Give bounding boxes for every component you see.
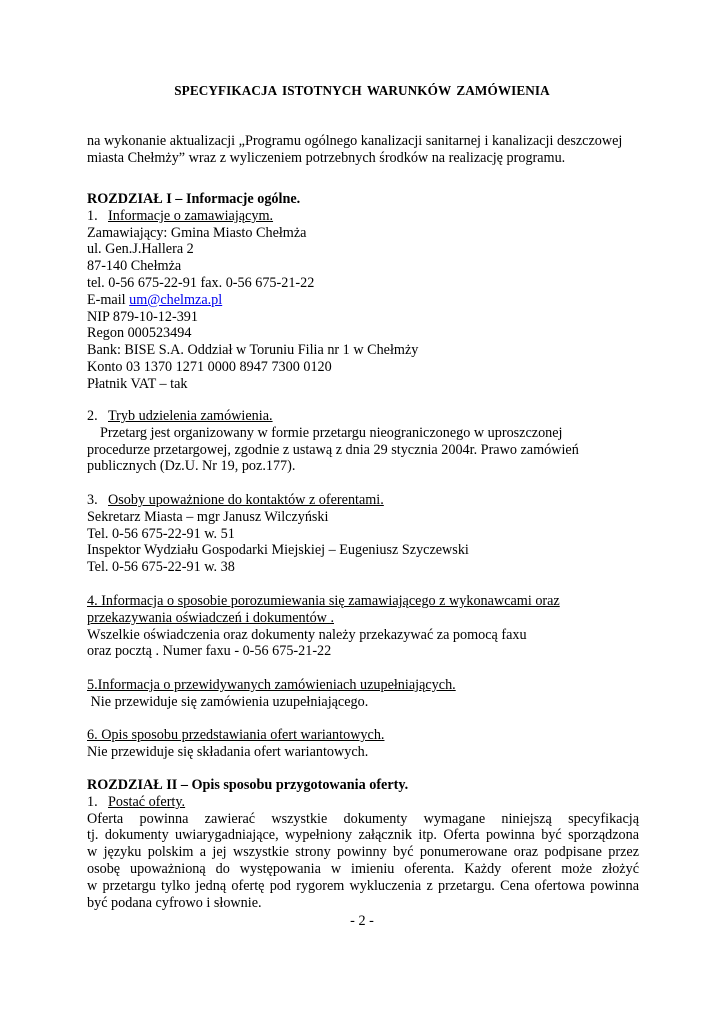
document-title: SPECYFIKACJA ISTOTNYCH WARUNKÓW ZAMÓWIENIA: [174, 83, 550, 98]
section-6-heading: 6. Opis sposobu przedstawiania ofert wariantowych.: [87, 727, 385, 743]
paragraph-line: w przetargu tylko jedną ofertę pod rygorem wykluczenia z przetargu. Cena ofertowa powinna: [87, 877, 639, 894]
section-5-heading: 5.Informacja o przewidywanych zamówieniach uzupełniających.: [87, 677, 456, 693]
paragraph-line: procedurze przetargowej, zgodnie z ustawą z dnia 29 stycznia 2004r. Prawo zamówień: [87, 441, 579, 458]
paragraph-line: Przetarg jest organizowany w formie przetargu nieograniczonego w uproszczonej: [100, 424, 563, 441]
paragraph-line: Oferta powinna zawierać wszystkie dokumenty wymagane niniejszą specyfikacją: [87, 810, 639, 827]
info-line: Płatnik VAT – tak: [87, 375, 188, 392]
section-title: Osoby upoważnione do kontaktów z oferentami.: [108, 492, 384, 508]
info-line: Konto 03 1370 1271 0000 8947 7300 0120: [87, 358, 332, 375]
intro-paragraph: [87, 133, 639, 167]
section-number: 2.: [87, 408, 98, 424]
paragraph-line: Nie przewiduje się składania ofert wariantowych.: [87, 743, 369, 760]
page-number: - 2 -: [350, 913, 374, 929]
section-title: Postać oferty.: [108, 793, 186, 810]
paragraph-line: być podana cyfrowo i słownie.: [87, 894, 262, 911]
section-number: 1.: [87, 207, 98, 224]
section-3-heading: [87, 492, 639, 509]
contact-line: Tel. 0-56 675-22-91 w. 38: [87, 559, 235, 576]
section-1-heading: [87, 794, 639, 811]
section-4-heading: przekazywania oświadczeń i dokumentów .: [87, 609, 335, 626]
info-line: Zamawiający: Gmina Miasto Chełmża: [87, 224, 307, 241]
info-line: Bank: BISE S.A. Oddział w Toruniu Filia nr 1 w Chełmży: [87, 342, 419, 359]
contact-line: Sekretarz Miasta – mgr Janusz Wilczyński: [87, 508, 329, 525]
section-2-heading: [87, 408, 639, 425]
info-line: ul. Gen.J.Hallera 2: [87, 241, 194, 258]
paragraph-line: Nie przewiduje się zamówienia uzupełniającego.: [87, 693, 369, 710]
section-title: Informacje o zamawiającym.: [108, 207, 274, 224]
chapter-2: [87, 777, 639, 911]
contact-line: Tel. 0-56 675-22-91 w. 51: [87, 525, 235, 542]
paragraph-line: Wszelkie oświadczenia oraz dokumenty należy przekazywać za pomocą faxu: [87, 626, 527, 643]
section-3: [87, 492, 639, 576]
section-6: [87, 727, 639, 761]
chapter-2-heading: ROZDZIAŁ II – Opis sposobu przygotowania oferty.: [87, 777, 409, 793]
email-link[interactable]: um@chelmza.pl: [129, 291, 223, 308]
intro-line: na wykonanie aktualizacji „Programu ogólnego kanalizacji sanitarnej i kanalizacji deszczowej: [87, 133, 623, 149]
info-line: tel. 0-56 675-22-91 fax. 0-56 675-21-22: [87, 274, 315, 291]
contact-line: Inspektor Wydziału Gospodarki Miejskiej – Eugeniusz Szyczewski: [87, 542, 469, 559]
email-line: [87, 292, 639, 309]
info-line: Regon 000523494: [87, 325, 192, 342]
section-2: [87, 408, 639, 475]
email-label: E-mail: [87, 291, 130, 308]
section-5: [87, 677, 639, 711]
section-title: Tryb udzielenia zamówienia.: [108, 408, 273, 424]
paragraph-line: publicznych (Dz.U. Nr 19, poz.177).: [87, 458, 296, 475]
paragraph-line: osobę upoważnioną do występowania w imieniu oferenta. Każdy oferent może złożyć: [87, 860, 639, 877]
paragraph-line: oraz pocztą . Numer faxu - 0-56 675-21-22: [87, 643, 332, 660]
chapter-1-heading: ROZDZIAŁ I – Informacje ogólne.: [87, 191, 301, 207]
section-4: [87, 593, 639, 660]
info-line: NIP 879-10-12-391: [87, 308, 198, 325]
section-1-heading: [87, 208, 639, 225]
info-line: 87-140 Chełmża: [87, 258, 182, 275]
section-number: 1.: [87, 793, 98, 810]
intro-line: miasta Chełmży” wraz z wyliczeniem potrzebnych środków na realizację programu.: [87, 149, 566, 166]
section-number: 3.: [87, 492, 98, 508]
section-4-heading: 4. Informacja o sposobie porozumiewania się zamawiającego z wykonawcami oraz: [87, 593, 560, 609]
paragraph-line: tj. dokumenty uwiarygadniające, wypełniony załącznik itp. Oferta powinna być sporządzona: [87, 827, 639, 844]
chapter-1: [87, 191, 639, 393]
paragraph-line: w języku polskim a jej wszystkie strony powinny być ponumerowane oraz podpisane przez: [87, 844, 639, 861]
